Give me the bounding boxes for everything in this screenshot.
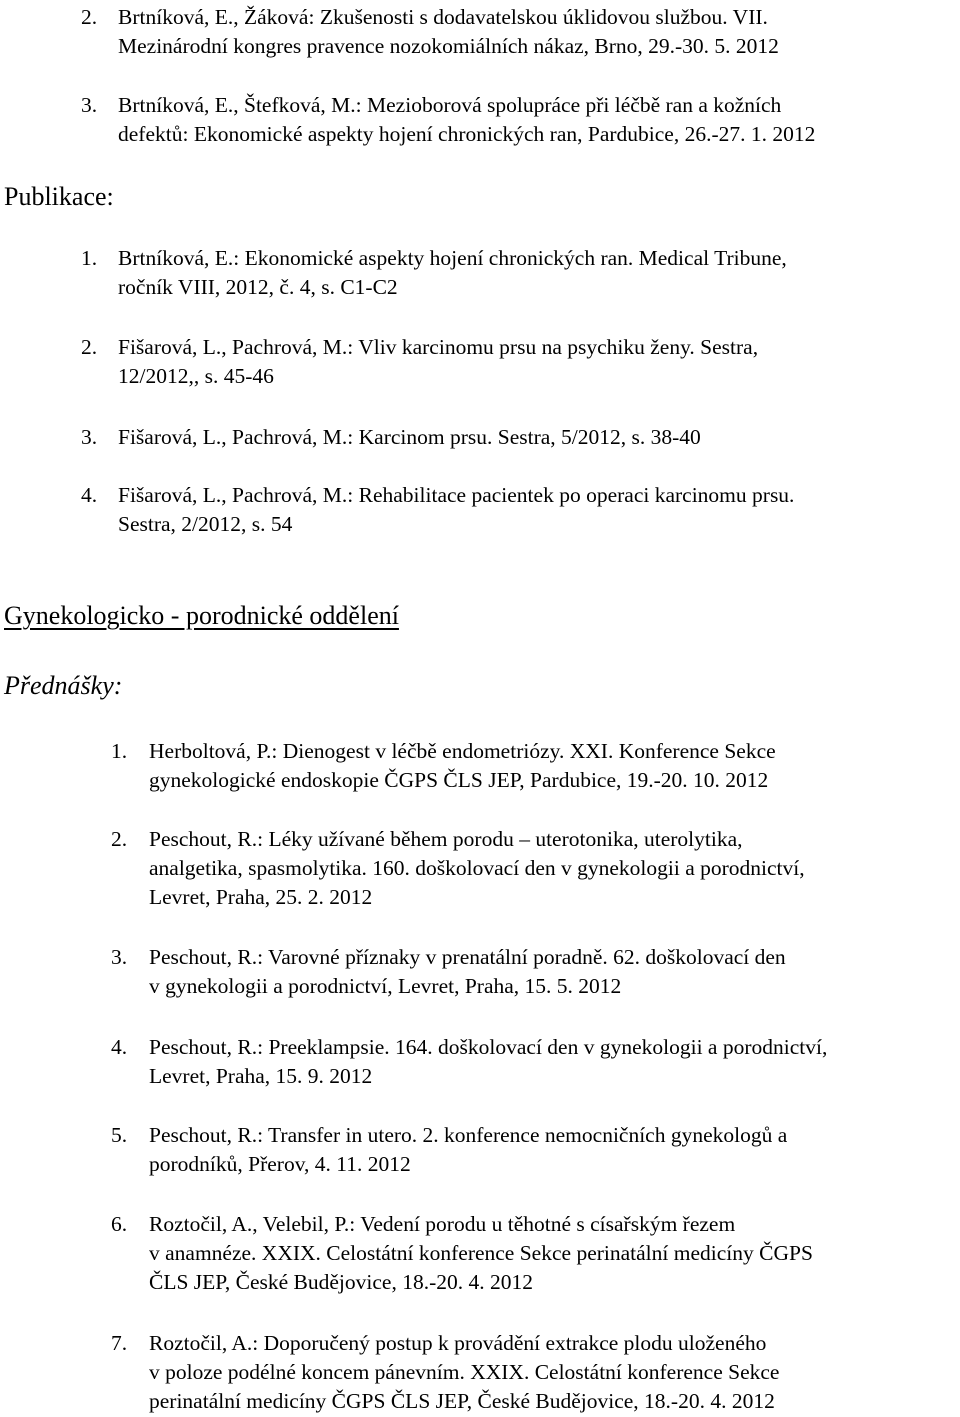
item-text-line: Fišarová, L., Pachrová, M.: Vliv karcinomu prsu na psychiku ženy. Sestra, bbox=[118, 335, 759, 359]
item-number: 1. bbox=[81, 246, 98, 270]
item-text-line: defektů: Ekonomické aspekty hojení chronických ran, Pardubice, 26.-27. 1. 2012 bbox=[118, 122, 816, 146]
item-text-line: analgetika, spasmolytika. 160. doškolovací den v gynekologii a porodnictví, bbox=[149, 856, 805, 880]
item-text bbox=[149, 825, 805, 912]
item-number: 5. bbox=[111, 1123, 128, 1147]
item-text-line: gynekologické endoskopie ČGPS ČLS JEP, Pardubice, 19.-20. 10. 2012 bbox=[149, 768, 769, 792]
item-text bbox=[149, 1329, 779, 1416]
item-number: 2. bbox=[81, 5, 98, 29]
item-text bbox=[118, 91, 815, 149]
item-text-line: 12/2012,, s. 45-46 bbox=[118, 364, 274, 388]
item-text-line: Levret, Praha, 15. 9. 2012 bbox=[149, 1064, 373, 1088]
item-text bbox=[149, 737, 776, 795]
item-text-line: ČLS JEP, České Budějovice, 18.-20. 4. 2012 bbox=[149, 1270, 533, 1294]
item-number: 2. bbox=[111, 827, 128, 851]
item-text-line: Peschout, R.: Transfer in utero. 2. konference nemocničních gynekologů a bbox=[149, 1123, 788, 1147]
item-text-line: Sestra, 2/2012, s. 54 bbox=[118, 512, 293, 536]
item-text-line: v anamnéze. XXIX. Celostátní konference Sekce perinatální medicíny ČGPS bbox=[149, 1241, 813, 1265]
item-text bbox=[118, 481, 794, 539]
item-text bbox=[118, 333, 758, 391]
item-text-line: v poloze podélné koncem pánevním. XXIX. Celostátní konference Sekce bbox=[149, 1360, 780, 1384]
publications-label: Publikace: bbox=[4, 182, 114, 211]
item-number: 3. bbox=[81, 425, 98, 449]
item-text bbox=[149, 1210, 813, 1297]
item-text-line: Mezinárodní kongres pravence nozokomiálních nákaz, Brno, 29.-30. 5. 2012 bbox=[118, 34, 779, 58]
item-text-line: Roztočil, A., Velebil, P.: Vedení porodu u těhotné s císařským řezem bbox=[149, 1212, 736, 1236]
item-text-line: perinatální medicíny ČGPS ČLS JEP, České Budějovice, 18.-20. 4. 2012 bbox=[149, 1389, 775, 1413]
item-number: 3. bbox=[81, 93, 98, 117]
item-number: 6. bbox=[111, 1212, 128, 1236]
item-text-line: porodníků, Přerov, 4. 11. 2012 bbox=[149, 1152, 411, 1176]
item-number: 2. bbox=[81, 335, 98, 359]
item-text bbox=[118, 423, 701, 452]
item-text-line: Peschout, R.: Varovné příznaky v prenatální poradně. 62. doškolovací den bbox=[149, 945, 786, 969]
item-text-line: Brtníková, E., Žáková: Zkušenosti s dodavatelskou úklidovou službou. VII. bbox=[118, 5, 768, 29]
item-number: 4. bbox=[111, 1035, 128, 1059]
item-text-line: Brtníková, E.: Ekonomické aspekty hojení chronických ran. Medical Tribune, bbox=[118, 246, 787, 270]
item-text-line: Fišarová, L., Pachrová, M.: Rehabilitace pacientek po operaci karcinomu prsu. bbox=[118, 483, 795, 507]
item-text bbox=[149, 943, 786, 1001]
item-number: 7. bbox=[111, 1331, 128, 1355]
department-heading: Gynekologicko - porodnické oddělení bbox=[4, 601, 399, 630]
item-text-line: Peschout, R.: Léky užívané během porodu – uterotonika, uterolytika, bbox=[149, 827, 743, 851]
item-text-line: v gynekologii a porodnictví, Levret, Praha, 15. 5. 2012 bbox=[149, 974, 622, 998]
item-number: 4. bbox=[81, 483, 98, 507]
item-text bbox=[149, 1121, 787, 1179]
lectures-label: Přednášky: bbox=[4, 671, 123, 700]
item-text-line: Levret, Praha, 25. 2. 2012 bbox=[149, 885, 373, 909]
item-number: 3. bbox=[111, 945, 128, 969]
item-text-line: ročník VIII, 2012, č. 4, s. C1-C2 bbox=[118, 275, 398, 299]
item-text bbox=[149, 1033, 827, 1091]
item-text-line: Roztočil, A.: Doporučený postup k provádění extrakce plodu uloženého bbox=[149, 1331, 767, 1355]
item-text-line: Herboltová, P.: Dienogest v léčbě endometriózy. XXI. Konference Sekce bbox=[149, 739, 776, 763]
item-text bbox=[118, 244, 787, 302]
item-text-line: Peschout, R.: Preeklampsie. 164. doškolovací den v gynekologii a porodnictví, bbox=[149, 1035, 828, 1059]
item-number: 1. bbox=[111, 739, 128, 763]
item-text bbox=[118, 3, 779, 61]
item-text-line: Brtníková, E., Štefková, M.: Mezioborová spolupráce při léčbě ran a kožních bbox=[118, 93, 782, 117]
item-text-line: Fišarová, L., Pachrová, M.: Karcinom prsu. Sestra, 5/2012, s. 38-40 bbox=[118, 425, 701, 449]
